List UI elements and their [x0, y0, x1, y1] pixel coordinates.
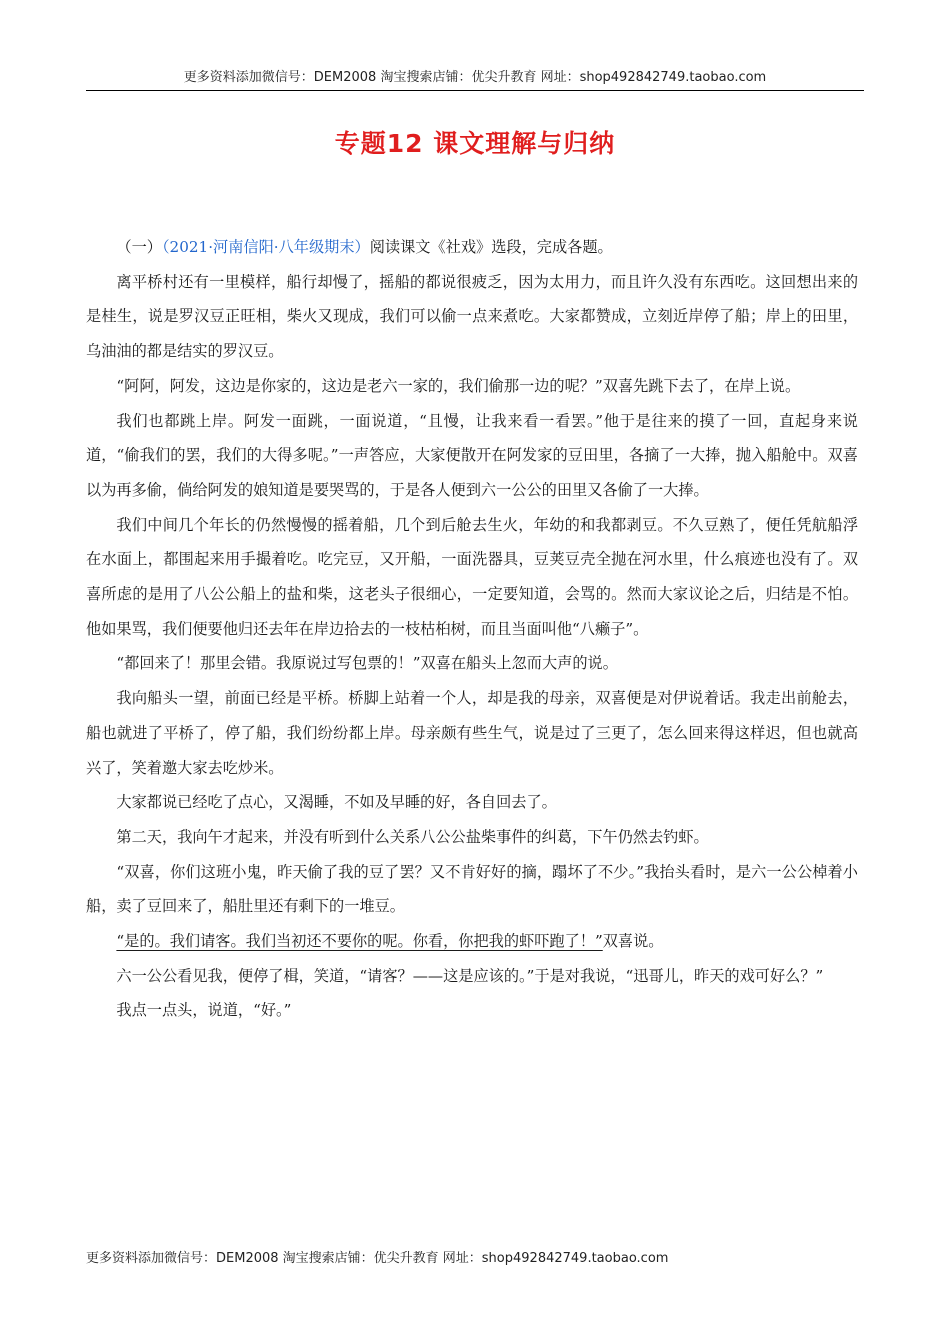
page-title: 专题12 课文理解与归纳	[334, 129, 616, 158]
paragraph: 我向船头一望，前面已经是平桥。桥脚上站着一个人，却是我的母亲，双喜便是对伊说着话。我走出前舱去，船也就进了平桥了，停了船，我们纷纷都上岸。母亲颇有些生气，说是过了三更了，怎么回来得这样迟，但也就高兴了，笑着邀大家去吃炒米。	[86, 689, 858, 777]
question-instruction: 阅读课文《社戏》选段，完成各题。	[369, 238, 613, 256]
paragraph: 我们也都跳上岸。阿发一面跳，一面说道，“且慢，让我来看一看罢。”他于是往来的摸了一回，直起身来说道，“偷我们的罢，我们的大得多呢。”一声答应，大家便散开在阿发家的豆田里，各摘了一大捧，抛入船舱中。双喜以为再多偷，倘给阿发的娘知道是要哭骂的，于是各人便到六一公公的田里又各偷了一大捧。	[86, 411, 858, 499]
paragraph: 离平桥村还有一里模样，船行却慢了，摇船的都说很疲乏，因为太用力，而且许久没有东西吃。这回想出来的是桂生，说是罗汉豆正旺相，柴火又现成，我们可以偷一点来煮吃。大家都赞成，立刻近岸停了船；岸上的田里，乌油油的都是结实的罗汉豆。	[86, 272, 858, 361]
page-header: 更多资料添加微信号：DEM2008 淘宝搜索店铺：优尖升教育 网址：shop492842749.taobao.com	[86, 66, 864, 91]
paragraph: 大家都说已经吃了点心，又渴睡，不如及早睡的好，各自回去了。	[116, 793, 557, 812]
question-intro	[86, 230, 858, 265]
paragraph: 我点一点头，说道，“好。”	[116, 1001, 292, 1020]
paragraph-tail: 双喜说。	[602, 932, 664, 951]
underlined-sentence: “是的。我们请客。我们当初还不要你的呢。你看，你把我的虾吓跑了！”	[116, 932, 603, 951]
paragraph: 第二天，我向午才起来，并没有听到什么关系八公公盐柴事件的纠葛，下午仍然去钓虾。	[116, 827, 709, 846]
paragraph: “双喜，你们这班小鬼，昨天偷了我的豆了罢？又不肯好好的摘，蹋坏了不少。”我抬头看时，是六一公公棹着小船，卖了豆回来了，船肚里还有剩下的一堆豆。	[86, 862, 858, 916]
underlined-paragraph	[86, 924, 858, 959]
paragraph: “阿阿，阿发，这边是你家的，这边是老六一家的，我们偷那一边的呢？”双喜先跳下去了，在岸上说。	[116, 376, 801, 395]
page-footer: 更多资料添加微信号：DEM2008 淘宝搜索店铺：优尖升教育 网址：shop492842749.taobao.com	[86, 1251, 669, 1266]
paragraph: “都回来了！那里会错。我原说过写包票的！”双喜在船头上忽而大声的说。	[116, 654, 618, 673]
question-source: （2021·河南信阳·八年级期末）	[161, 238, 370, 256]
document-body	[86, 230, 858, 1028]
paragraph: 我们中间几个年长的仍然慢慢的摇着船，几个到后舱去生火，年幼的和我都剥豆。不久豆熟了，便任凭航船浮在水面上，都围起来用手撮着吃。吃完豆，又开船，一面洗器具，豆荚豆壳全抛在河水里，什么痕迹也没有了。双喜所虑的是用了八公公船上的盐和柴，这老头子很细心，一定要知道，会骂的。然而大家议论之后，归结是不怕。他如果骂，我们便要他归还去年在岸边拾去的一枝枯桕树，而且当面叫他“八癞子”。	[86, 515, 858, 638]
question-number: （一）	[116, 238, 162, 256]
paragraph: 六一公公看见我，便停了楫，笑道，“请客？——这是应该的。”于是对我说，“迅哥儿，昨天的戏可好么？”	[116, 966, 824, 985]
